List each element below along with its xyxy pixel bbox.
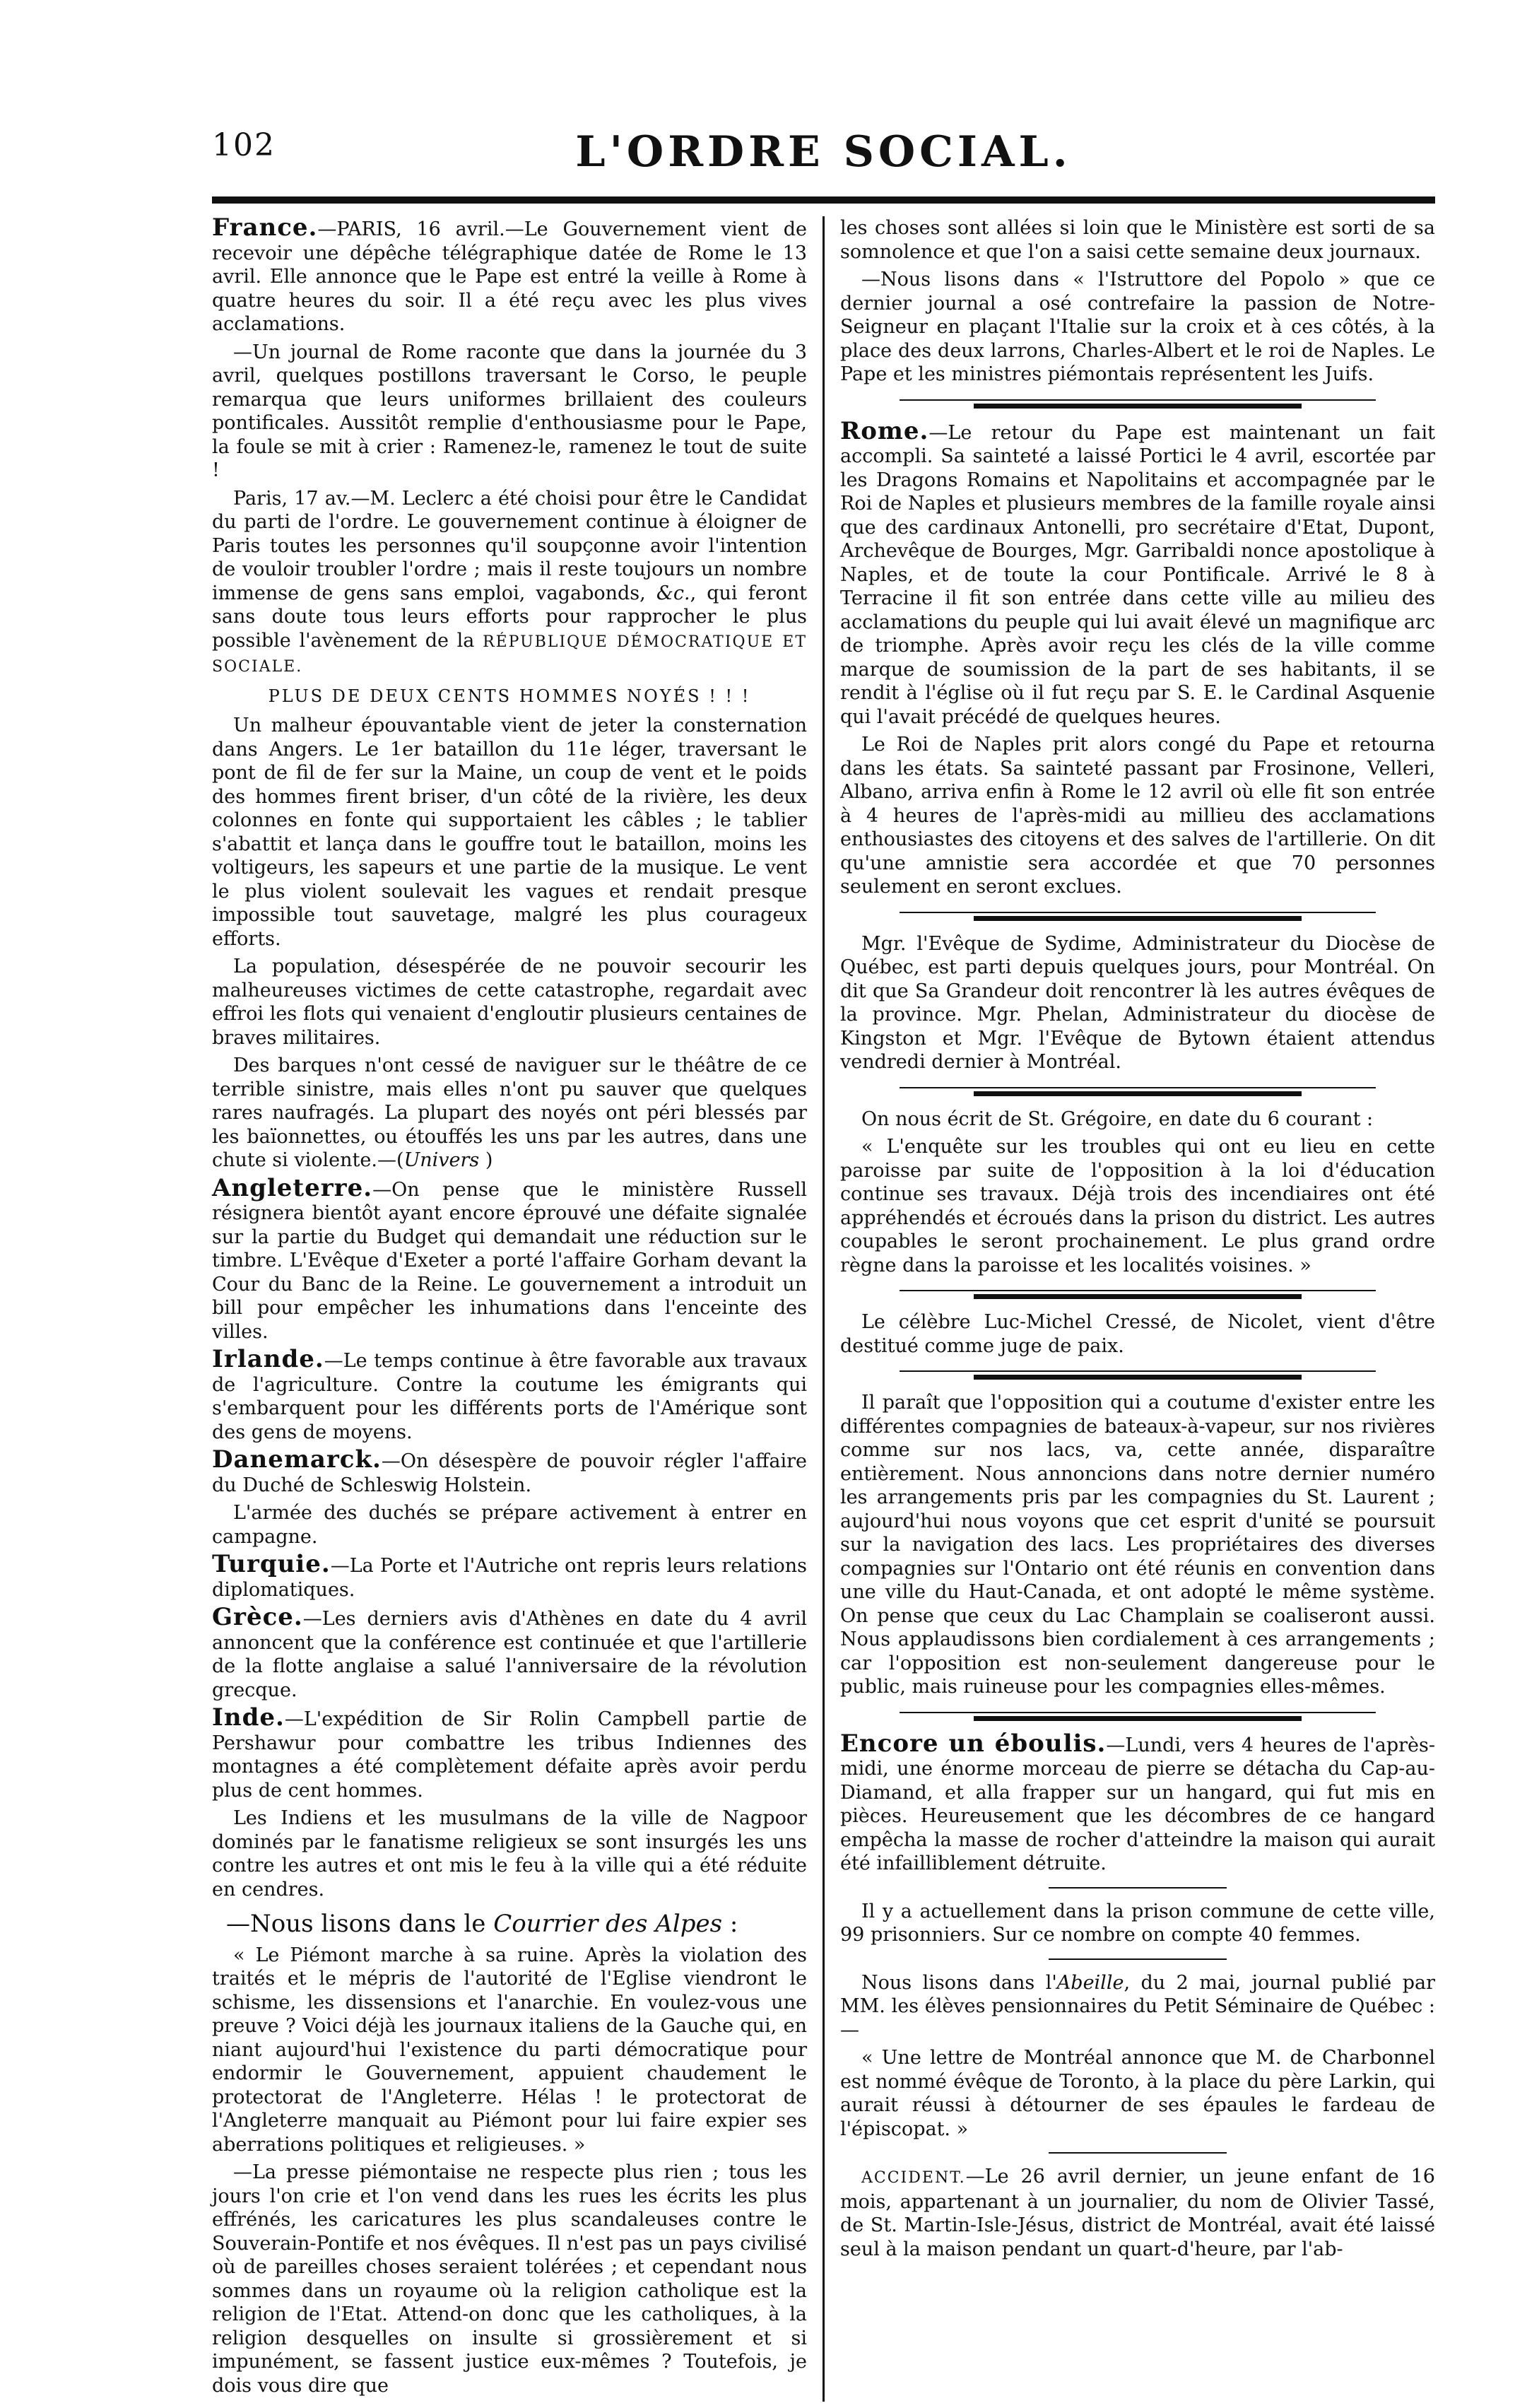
article-courrier-des-alpes: —Nous lisons dans le Courrier des Alpes : « Le Piémont marche à sa ruine. Après la violation des traités et le mépris de l'autorité de l'Eglise viendront le schisme, les dissensions et l'anarchie. En voulez-vous une preuve ? Voici déjà les journaux italiens de la Gauche qui, en niant aujourd'hui l'existence du parti démocratique pour endormir le Gouvernement, appuient chaudement le protectorat de l'Angleterre. Hélas ! le protectorat de l'Angleterre manquait au Piémont pour lui faire expier ses aberrations politiques et religieuses. » —La presse piémontaise ne respecte plus rien ; tous les jours l'on crie et l'on vend dans les rues les écrits les plus effrénés, les caricatures les plus scandaleuses contre le Souverain-Pontife et nos évêques. Il n'est pas un pays civilisé où de pareilles choses seraient tolérées ; et cependant nous sommes dans un royaume où la religion catholique est la religion de l'Etat. Attend-on donc que les catholiques, à la religion desquelles on insulte si grossièrement et si impunément, se fassent justice eux-mêmes ? Toutefois, je dois vous dire que (212, 1910, 807, 2397)
separator (840, 1712, 1435, 1721)
article-france: France.—PARIS, 16 avril.—Le Gouvernement vient de recevoir une dépêche télégraphique datée de Rome le 13 avril. Elle annonce que le Pape est entré la veille à Rome à quatre heures du soir. Il a été reçu avec les plus vives acclamations. —Un journal de Rome raconte que dans la journée du 3 avril, quelques postillons traversant le Corso, le peuple remarqua que leurs uniformes brillaient des couleurs pontificales. Aussitôt remplie d'enthousiasme pour le Pape, la foule se mit à crier : Ramenez-le, ramenez le tout de suite ! Paris, 17 av.—M. Leclerc a été choisi pour être le Candidat du parti de l'ordre. Le gouvernement continue à éloigner de Paris toutes les personnes qu'il soupçonne avoir l'intention de vouloir troubler l'ordre ; mais il reste toujours un nombre immense de gens sans emploi, vagabonds, &c., qui feront sans doute tous leurs efforts pour rapprocher le plus possible l'avènement de la RÉPUBLIQUE DÉMOCRATIQUE ET SOCIALE. PLUS DE DEUX CENTS HOMMES NOYÉS ! ! ! Un malheur épouvantable vient de jeter la consternation dans Angers. Le 1er bataillon du 11e léger, traversant le pont de fil de fer sur la Maine, un coup de vent et le poids des hommes firent briser, d'un côté de la rivière, les deux colonnes en fonte qui supportaient les câbles ; le tablier s'abattit et lança dans le gouffre tout le bataillon, moins les voltigeurs, les sapeurs et une partie de la musique. Le vent le plus violent soulevait les vagues et rendait presque impossible tout sauvetage, malgré les plus courageux efforts. La population, désespérée de ne pouvoir secourir les malheureuses victimes de cette catastrophe, regardait avec effroi les flots qui venaient d'engloutir plusieurs centaines de braves militaires. Des barques n'ont cessé de naviguer sur le théâtre de ce terrible sinistre, mais elles n'ont pu sauver que quelques rares naufragés. La plupart des noyés ont péri blessés par les baïonnettes, ou étouffés les uns par les autres, dans une chute si violente.—(Univers ) (212, 213, 807, 1171)
article-st-gregoire: On nous écrit de St. Grégoire, en date du 6 courant : « L'enquête sur les troubles qui ont eu lieu en cette paroisse par suite de l'opposition à la loi d'éducation continue ses travaux. Déjà trois des incendiaires ont été appréhendés et écroués dans la prison du district. Les autres coupables le seront prochainement. Le plus grand ordre règne dans la paroisse et les localités voisines. » (840, 1108, 1435, 1276)
article-inde: Inde.—L'expédition de Sir Rolin Campbell partie de Pershawur pour combattre les tribus Indiennes des montagnes a été complètement défaite après avoir perdu plus de cent hommes. Les Indiens et les musulmans de la ville de Nagpoor dominés par le fanatisme religieux se sont insurgés les uns contre les autres et ont mis le feu à la ville qui a été réduite en cendres. (212, 1703, 807, 1901)
article-prison: Il y a actuellement dans la prison commune de cette ville, 99 prisonniers. Sur ce nombre on compte 40 femmes. (840, 1900, 1435, 1946)
article-turquie: Turquie.—La Porte et l'Autriche ont repris leurs relations diplomatiques. (212, 1550, 807, 1601)
heading-angleterre: Angleterre. (212, 1173, 373, 1202)
article-cresse: Le célèbre Luc-Michel Cressé, de Nicolet, vient d'être destitué comme juge de paix. (840, 1311, 1435, 1357)
separator (840, 399, 1435, 409)
article-accident: ACCIDENT.—Le 26 avril dernier, un jeune enfant de 16 mois, appartenant à un journalier, du nom de Olivier Tassé, de St. Martin-Isle-Jésus, district de Montréal, avait été laissé seul à la maison pendant un quart-d'heure, par l'ab- (840, 2166, 1435, 2260)
heading-rome: Rome. (840, 416, 929, 445)
separator (840, 1087, 1435, 1096)
heading-accident: ACCIDENT. (861, 2169, 966, 2187)
article-rome: Rome.—Le retour du Pape est maintenant un fait accompli. Sa sainteté a laissé Portici le 4 avril, escortée par les Dragons Romains et Napolitains et accompagnée par le Roi de Naples et plusieurs membres de la famille royale ainsi que des cardinaux Antonelli, pro secrétaire d'Etat, Dupont, Archevêque de Bourges, Mgr. Garribaldi nonce apostolique à Naples, et de toute la cour Pontificale. Arrivé le 8 à Terracine il fit son entrée dans cette ville au milieu des acclamations du peuple qui lui avait élevé un magnifique arc de triomphe. Après avoir reçu les clés de la ville comme marque de soumission de la part de ses habitants, il se rendit à l'église où il fut reçu par S. E. le Cardinal Asquenie qui l'avait précédé de quelques heures. Le Roi de Naples prit alors congé du Pape et retourna dans les états. Sa sainteté passant par Frosinone, Velleri, Albano, arriva enfin à Rome le 12 avril où elle fit son entrée à 4 heures de l'après-midi au millieu des acclamations enthousiastes des citoyens et des salves de l'artillerie. On dit qu'une amnistie sera accordée et que 70 personnes seulement en seront exclues. (840, 416, 1435, 898)
separator (840, 912, 1435, 921)
heading-irlande: Irlande. (212, 1345, 324, 1373)
article-grece: Grèce.—Les derniers avis d'Athènes en date du 4 avril annoncent que la conférence est continuée et que l'artillerie de la flotte anglaise a salué l'anniversaire de la révolution grecque. (212, 1603, 807, 1701)
article-continuation: les choses sont allées si loin que le Ministère est sorti de sa somnolence et que l'on a saisi cette semaine deux journaux. —Nous lisons dans « l'Istruttore del Popolo » que ce dernier journal a osé contrefaire la passion de Notre-Seigneur en plaçant l'Italie sur la croix et à ces côtés, à la place des deux larrons, Charles-Albert et le roi de Naples. Le Pape et les ministres piémontais représentent les Juifs. (840, 217, 1435, 385)
heading-danemarck: Danemarck. (212, 1445, 382, 1474)
article-irlande: Irlande.—Le temps continue à être favorable aux travaux de l'agriculture. Contre la coutume les émigrants qui s'embarquent pour les différents ports de l'Amérique sont des gens de moyens. (212, 1345, 807, 1443)
subheading-noyes: PLUS DE DEUX CENTS HOMMES NOYÉS ! ! ! (268, 686, 751, 706)
heading-grece: Grèce. (212, 1603, 303, 1631)
article-sydime: Mgr. l'Evêque de Sydime, Administrateur du Diocèse de Québec, est parti depuis quelques jours, pour Montréal. On dit que Sa Grandeur doit rencontrer là les autres évêques de la province. Mgr. Phelan, Administrateur du diocèse de Kingston et Mgr. l'Evêque de Bytown étaient attendus vendredi dernier à Montréal. (840, 932, 1435, 1073)
header-rule (212, 196, 1435, 204)
separator (840, 1290, 1435, 1299)
page-header (212, 127, 1435, 191)
article-danemarck: Danemarck.—On désespère de pouvoir régler l'affaire du Duché de Schleswig Holstein. L'armée des duchés se prépare activement à entrer en campagne. (212, 1445, 807, 1548)
masthead-title: L'ORDRE SOCIAL. (575, 127, 1072, 177)
page-number: 102 (212, 127, 276, 163)
short-rule (1049, 1887, 1227, 1889)
short-rule (1049, 1958, 1227, 1960)
short-rule (1049, 2152, 1227, 2154)
heading-eboulis: Encore un éboulis. (840, 1729, 1107, 1758)
article-abeille: Nous lisons dans l'Abeille, du 2 mai, journal publié par MM. les élèves pensionnaires du Petit Séminaire de Québec :— « Une lettre de Montréal annonce que M. de Charbonnel est nommé évêque de Toronto, à la place du père Larkin, qui aurait réussi à détourner de ses épaules le fardeau de l'épiscopat. » (840, 1971, 1435, 2140)
separator (840, 1370, 1435, 1380)
heading-turquie: Turquie. (212, 1550, 331, 1578)
article-bateaux-a-vapeur: Il paraît que l'opposition qui a coutume d'exister entre les différentes compagnies de bateaux-à-vapeur, sur nos rivières comme sur nos lacs, va, cette année, disparaître entièrement. Nous annoncions dans notre dernier numéro les arrangements pris par les compagnies du St. Laurent ; aujourd'hui nous voyons que cet esprit d'unité se poursuit sur la navigation des lacs. Les propriétaires des diverses compagnies sur l'Ontario ont été réunis en convention dans une ville du Haut-Canada, et ont adopté le même système. On pense que ceux du Lac Champlain se coaliseront aussi. Nous applaudissons bien cordialement à ces arrangements ; car l'opposition est non-seulement dangereuse pour le public, mais ruineuse pour les compagnies elles-mêmes. (840, 1392, 1435, 1698)
right-column (823, 216, 1435, 2402)
left-column (212, 213, 823, 2402)
heading-inde: Inde. (212, 1703, 285, 1732)
heading-france: France. (212, 213, 318, 242)
article-angleterre: Angleterre.—On pense que le ministère Russell résignera bientôt ayant encore éprouvé une défaite signalée sur la partie du Budget qui demandait une réduction sur le timbre. L'Evêque d'Exeter a porté l'affaire Gorham devant la Cour du Banc de la Reine. Le gouvernement a introduit un bill pour empêcher les inhumations dans l'enceinte des villes. (212, 1173, 807, 1343)
columns (212, 213, 1435, 2402)
article-eboulis: Encore un éboulis.—Lundi, vers 4 heures de l'après-midi, une énorme morceau de pierre se détacha du Cap-au-Diamand, et alla frapper sur un hangard, qui fut mis en pièces. Heureusement que les décombres de ce hangard empêcha la masse de rocher d'atteindre la maison qui aurait été infailliblement détruite. (840, 1729, 1435, 1874)
